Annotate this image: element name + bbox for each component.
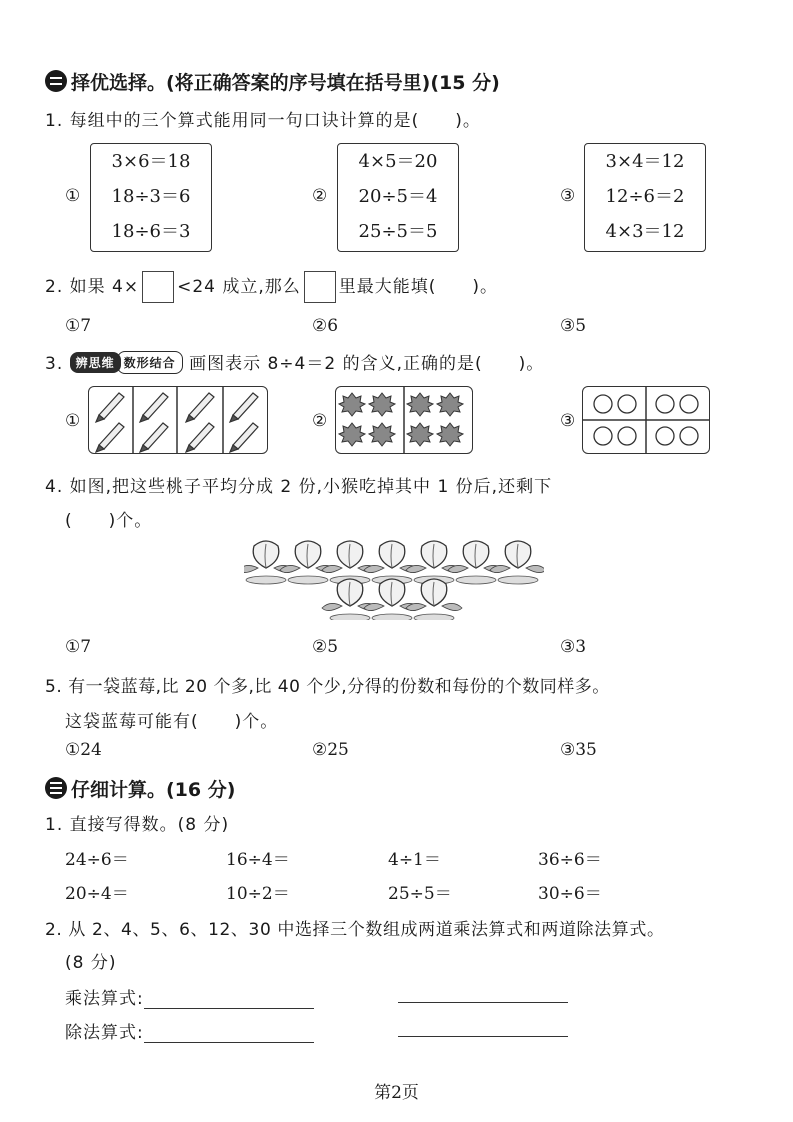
peach-icon [244,540,544,620]
blank-square[interactable] [304,271,336,303]
q3-option-1-label: ① [65,411,81,431]
section-2-title [45,68,500,95]
leaf-icon [339,393,463,446]
calc-question-2-line-2: (8 分) [65,953,117,973]
calc-item: 16÷4＝ [226,850,290,870]
division-row [65,1018,314,1043]
section-number-2-icon [45,70,67,92]
calc-item: 10÷2＝ [226,884,290,904]
q3-option-3-circles[interactable] [582,386,710,454]
multiplication-row-2 [398,984,568,1003]
q1-option-3-box[interactable] [584,143,706,252]
q1-option-3-label: ③ [560,186,576,206]
q3-option-3-label: ③ [560,411,576,431]
equation: 12÷6＝2 [605,186,685,207]
equation: 18÷3＝6 [111,186,191,207]
question-3-text [45,349,544,374]
q2-option-3[interactable]: ③5 [560,316,587,336]
section-number-3-icon [45,777,67,799]
multiplication-row [65,984,314,1009]
q4-option-2[interactable]: ②5 [312,637,339,657]
q2-option-1[interactable]: ①7 [65,316,92,336]
q2-option-2[interactable]: ②6 [312,316,339,336]
answer-line[interactable] [144,990,314,1009]
q2-text-mid: <24 成立,那么 [177,277,301,297]
section-3-title [45,775,235,802]
answer-line[interactable] [398,984,568,1003]
answer-line[interactable] [398,1018,568,1037]
question-5-line-1: 5. 有一袋蓝莓,比 20 个多,比 40 个少,分得的份数和每份的个数同样多。 [45,677,610,697]
division-label: 除法算式: [65,1023,144,1043]
blank-square[interactable] [142,271,174,303]
question-5-line-2: 这袋蓝莓可能有( )个。 [65,712,279,732]
question-1-text: 1. 每组中的三个算式能用同一句口诀计算的是( )。 [45,111,481,131]
q1-option-2-label: ② [312,186,328,206]
page-number: 第2页 [374,1083,419,1103]
q5-option-3[interactable]: ③35 [560,740,597,760]
calc-item: 24÷6＝ [65,850,129,870]
question-4-line-2: ( )个。 [65,511,153,531]
calc-item: 25÷5＝ [388,884,452,904]
q4-option-1[interactable]: ①7 [65,637,92,657]
q3-number: 3. [45,354,64,374]
calc-question-1-text: 1. 直接写得数。(8 分) [45,815,230,835]
peaches-drawing [244,540,544,624]
calc-item: 20÷4＝ [65,884,129,904]
q1-option-1-box[interactable] [90,143,212,252]
calc-item: 36÷6＝ [538,850,602,870]
answer-line[interactable] [144,1024,314,1043]
question-2-text [45,270,498,304]
q5-option-1[interactable]: ①24 [65,740,102,760]
section-2-title-text: 择优选择。(将正确答案的序号填在括号里)(15 分) [71,72,500,94]
q1-option-2-box[interactable] [337,143,459,252]
q4-option-3[interactable]: ③3 [560,637,587,657]
calc-item: 4÷1＝ [388,850,441,870]
q3-option-2-leaves[interactable] [335,386,473,454]
equation: 3×6＝18 [111,151,191,172]
equation: 20÷5＝4 [358,186,438,207]
q5-option-2[interactable]: ②25 [312,740,349,760]
division-row-2 [398,1018,568,1037]
multiplication-label: 乘法算式: [65,989,144,1009]
question-4-line-1: 4. 如图,把这些桃子平均分成 2 份,小猴吃掉其中 1 份后,还剩下 [45,477,553,497]
equation: 4×5＝20 [358,151,438,172]
section-3-title-text: 仔细计算。(16 分) [71,779,236,801]
leaves-drawing [336,387,472,453]
shape-number-tag: 数形结合 [117,351,183,374]
pencils-drawing [89,387,267,453]
thinking-tag: 辨思维 [70,352,121,373]
q2-text-pre: 2. 如果 4× [45,277,140,297]
calc-item: 30÷6＝ [538,884,602,904]
q3-text: 画图表示 8÷4＝2 的含义,正确的是( )。 [189,354,545,374]
q3-option-1-pencils[interactable] [88,386,268,454]
circles-drawing [583,387,709,453]
equation: 25÷5＝5 [358,221,438,242]
calc-question-2-line-1: 2. 从 2、4、5、6、12、30 中选择三个数组成两道乘法算式和两道除法算式。 [45,920,665,940]
equation: 4×3＝12 [605,221,685,242]
q3-option-2-label: ② [312,411,328,431]
equation: 3×4＝12 [605,151,685,172]
q2-text-post: 里最大能填( )。 [338,277,499,297]
q1-option-1-label: ① [65,186,81,206]
equation: 18÷6＝3 [111,221,191,242]
